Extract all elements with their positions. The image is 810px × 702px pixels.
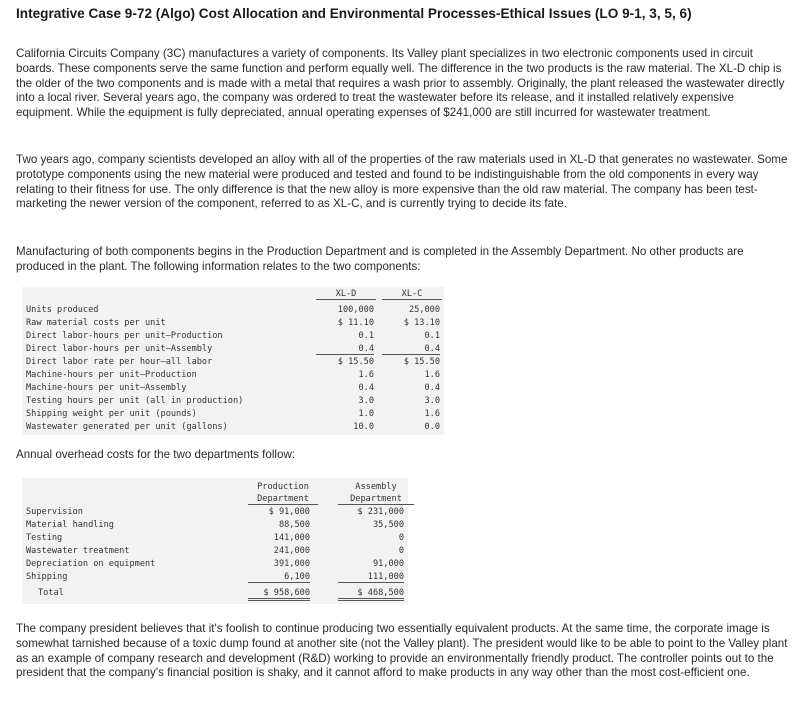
row-label: Shipping [26,572,68,582]
assembly-value: $ 231,000 [357,507,404,517]
assembly-value: 0 [398,546,404,556]
xl-c-value: 3.0 [424,396,440,406]
xl-d-value: 100,000 [337,305,374,315]
xl-c-value: $ 15.50 [403,357,440,367]
row-label: Machine-hours per unit–Assembly [26,383,187,393]
header-xl-d: XL-D [316,289,376,300]
row-label: Direct labor rate per hour–all labor [26,357,213,367]
row-label: Units produced [26,305,99,315]
assembly-value: 111,000 [338,572,404,583]
xl-d-value: 0.4 [358,383,374,393]
header-assembly-line1: Assembly [355,482,397,492]
xl-c-value: 1.6 [424,370,440,380]
row-label: Testing hours per unit (all in production) [26,396,244,406]
row-label: Supervision [26,507,83,517]
overhead-cost-table [22,478,408,604]
xl-c-value: 0.4 [424,383,440,393]
xl-d-value: 1.0 [358,409,374,419]
xl-d-value: 10.0 [353,422,374,432]
xl-d-value: 0.4 [316,344,374,355]
overhead-intro: Annual overhead costs for the two departments follow: [16,448,296,461]
component-data-table [22,287,444,435]
xl-c-value: 0.0 [424,422,440,432]
xl-c-value: 0.1 [424,331,440,341]
intro-paragraph: California Circuits Company (3C) manufactures a variety of components. Its Valley plant specializes in two electronic components used in circuit boards. These components serve the same function and perform equally well. The difference in the two products is the raw material. The XL-D chip is the older of the two components and is made with a metal that requires a wash prior to assembly. Originally, the plant released the wastewater directly into a local river. Several years ago, the company was ordered to treat the wastewater before its release, and it installed relatively expensive equipment. While the equipment is fully depreciated, annual operating expenses of $241,000 are still incurred for wastewater treatment. [16,47,785,120]
xl-d-value: 0.1 [358,331,374,341]
assembly-value: 91,000 [372,559,404,569]
row-label: Material handling [26,520,114,530]
production-value: 141,000 [273,533,310,543]
production-total: $ 958,600 [248,588,310,601]
production-value: 241,000 [273,546,310,556]
assembly-total: $ 468,500 [338,588,404,601]
total-label: Total [38,588,64,598]
xl-d-value: 1.6 [358,370,374,380]
header-production-line1: Production [257,482,309,492]
row-label: Direct labor-hours per unit–Assembly [26,344,213,354]
header-xl-c: XL-C [382,289,442,300]
header-production-line2: Department [248,494,318,505]
row-label: Testing [26,533,63,543]
row-label: Wastewater treatment [26,546,130,556]
xl-c-value: 25,000 [408,305,440,315]
page-title: Integrative Case 9-72 (Algo) Cost Allocation and Environmental Processes-Ethical Issues (LO 9-1, 3, 5, 6) [16,6,692,21]
assembly-value: 35,500 [372,520,404,530]
xl-d-value: 3.0 [358,396,374,406]
row-label: Direct labor-hours per unit–Production [26,331,223,341]
president-paragraph: The company president believes that it's foolish to continue producing two essentially equivalent products. At the same time, the corporate image is somewhat tarnished because of a toxic dump found at another site (not the Valley plant). The president would like to be able to point to the Valley plant as an example of company research and development (R&D) working to provide an environmentally friendly product. The controller points out to the president that the company's financial position is shaky, and it cannot afford to make products in any way other than the most cost-efficient one. [16,622,788,680]
production-value: 6,100 [248,572,310,583]
xl-c-value: 0.4 [382,344,440,355]
xl-d-value: $ 11.10 [337,318,374,328]
assembly-value: 0 [398,533,404,543]
row-label: Shipping weight per unit (pounds) [26,409,197,419]
manufacturing-paragraph: Manufacturing of both components begins in the Production Department and is completed in the Assembly Department. No other products are produced in the plant. The following information relates to the two components: [16,245,744,273]
xl-d-value: $ 15.50 [337,357,374,367]
xl-c-value: 1.6 [424,409,440,419]
row-label: Raw material costs per unit [26,318,166,328]
row-label: Depreciation on equipment [26,559,156,569]
xl-c-value: $ 13.10 [403,318,440,328]
header-assembly-line2: Department [338,494,414,505]
production-value: $ 91,000 [268,507,310,517]
alloy-paragraph: Two years ago, company scientists developed an alloy with all of the properties of the raw materials used in XL-D that generates no wastewater. Some prototype components using the new material were produced and tested and found to be indistinguishable from the old components in every way relating to their fitness for use. The only difference is that the new alloy is more expensive than the old raw material. The company has been test-marketing the newer version of the component, referred to as XL-C, and is currently trying to decide its fate. [16,153,788,211]
production-value: 391,000 [273,559,310,569]
production-value: 88,500 [278,520,310,530]
row-label: Machine-hours per unit–Production [26,370,197,380]
row-label: Wastewater generated per unit (gallons) [26,422,228,432]
